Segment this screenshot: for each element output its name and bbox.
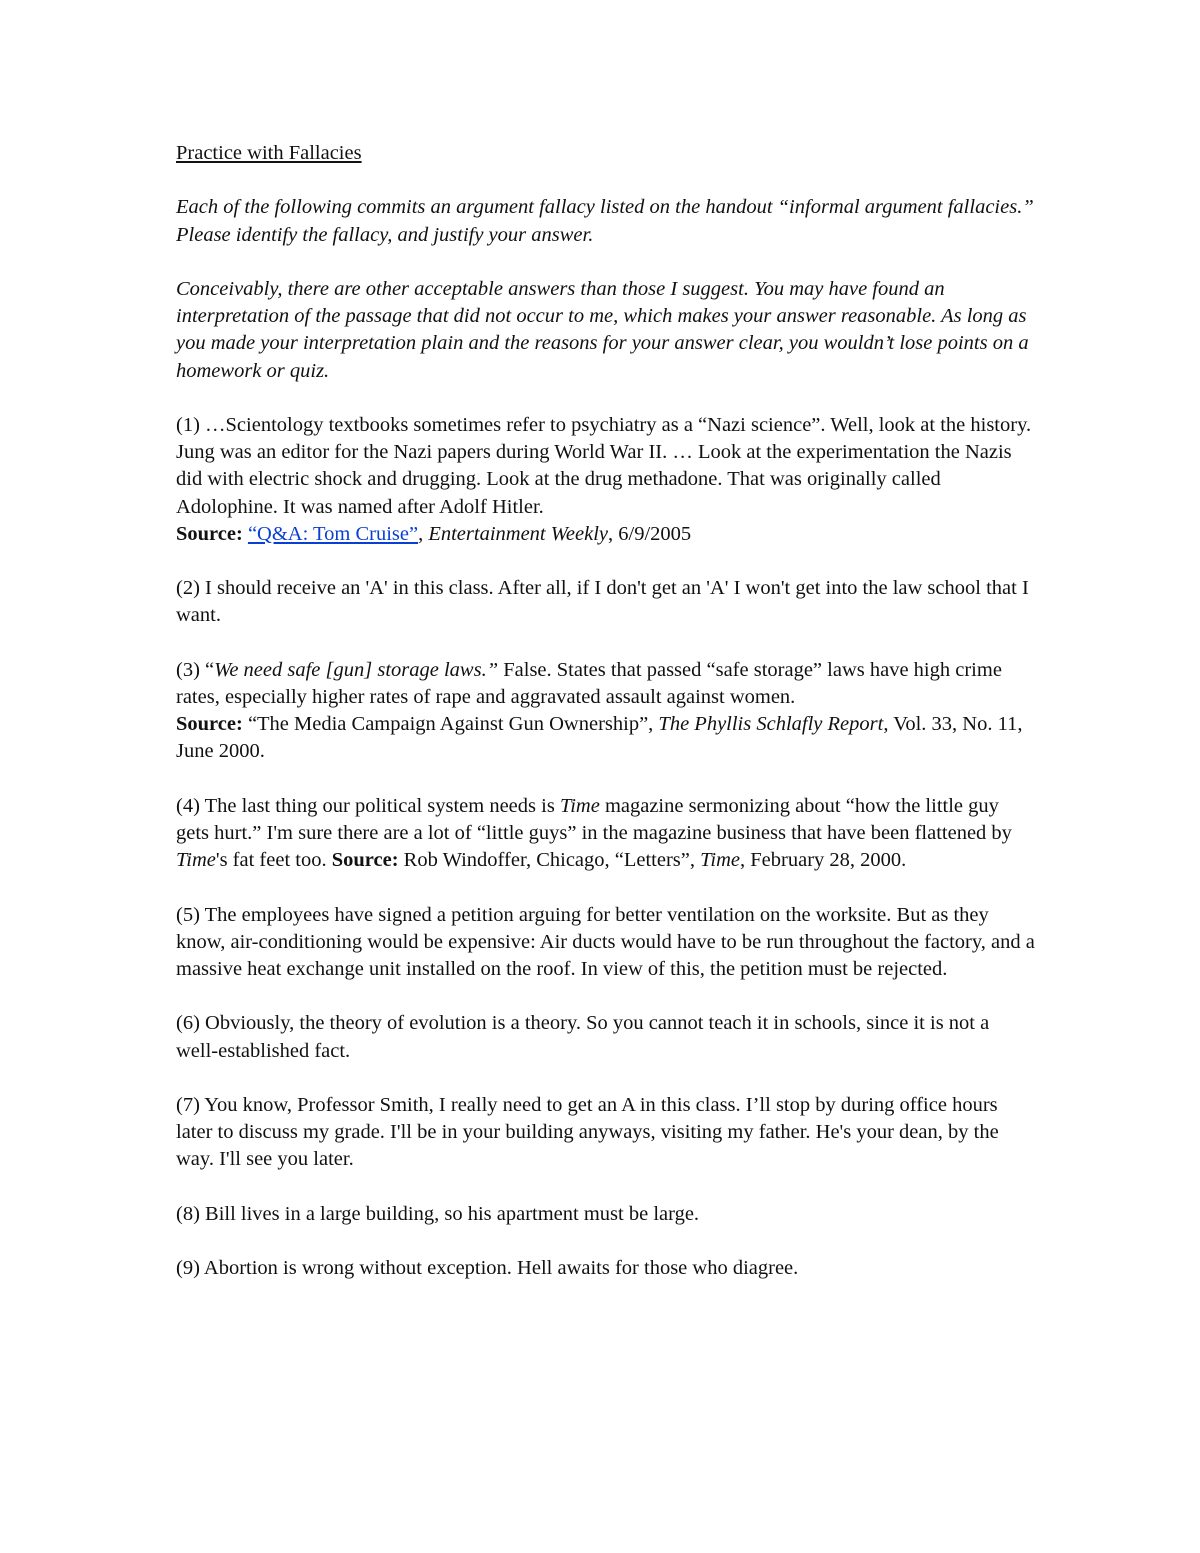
item-3-source-publication: The Phyllis Schlafly Report — [658, 713, 884, 736]
item-1-source-publication: Entertainment Weekly — [428, 522, 609, 545]
item-3-source-rest: , Vol. 33, No. 11, June 2000. — [176, 713, 1023, 763]
item-4-magazine-1: Time — [559, 794, 600, 817]
item-9: (9) Abortion is wrong without exception. Hell awaits for those who diagree. — [176, 1257, 799, 1280]
item-4-magazine-2: Time — [176, 849, 216, 872]
title-text: Practice with Fallacies — [176, 142, 362, 164]
item-4-text-2: magazine sermonizing about “how the little guy gets hurt.” I'm sure there are a lot of “little guys” in the magazine business that have been flattened by — [176, 794, 1012, 844]
item-1-source-separator: , — [418, 522, 429, 545]
item-4-text-1: (4) The last thing our political system needs is — [176, 794, 560, 817]
item-1 — [176, 412, 1036, 548]
item-7: (7) You know, Professor Smith, I really need to get an A in this class. I’ll stop by during office hours later to discuss my grade. I'll be in your building anyways, visiting my father. He's your dean, by the way. I'll see you later. — [176, 1093, 999, 1171]
item-6: (6) Obviously, the theory of evolution is a theory. So you cannot teach it in schools, since it is not a well-established fact. — [176, 1012, 990, 1062]
page-title — [176, 140, 1036, 167]
grading-note-paragraph: Conceivably, there are other acceptable answers than those I suggest. You may have found an interpretation of the passage that did not occur to me, which makes your answer reasonable. As long as you made your interpretation plain and the reasons for your answer clear, you wouldn’t lose points on a homework or quiz. — [176, 277, 1029, 382]
item-4-source-text: Rob Windoffer, Chicago, “Letters”, — [398, 849, 701, 872]
item-1-source-label: Source: — [176, 522, 243, 545]
item-2: (2) I should receive an 'A' in this class. After all, if I don't get an 'A' I won't get into the law school that I want. — [176, 577, 1029, 627]
item-1-source-date: , 6/9/2005 — [608, 522, 692, 545]
item-3-quote-close: ” — [486, 658, 499, 681]
item-3-prefix: (3) “ — [176, 658, 215, 681]
item-3-source-title: “The Media Campaign Against Gun Ownership”, — [242, 713, 659, 736]
item-3-source-label: Source: — [176, 713, 243, 736]
item-4-magazine-3: Time — [700, 849, 741, 872]
item-4-source-date: , February 28, 2000. — [740, 849, 907, 872]
item-3-text: False. States that passed “safe storage” laws have high crime rates, especially higher rates of rape and aggravated assault against women. — [176, 658, 1002, 708]
item-4 — [176, 793, 1036, 875]
item-1-text: (1) …Scientology textbooks sometimes refer to psychiatry as a “Nazi science”. Well, look at the history. Jung was an editor for the Nazi papers during World War II. … Look at the experimentation the Nazis did with electric shock and drugging. Look at the drug methadone. That was originally called Adolophine. It was named after Adolf Hitler. — [176, 413, 1032, 518]
item-4-text-3: 's fat feet too. — [215, 849, 332, 872]
item-3 — [176, 657, 1036, 766]
item-1-source-link[interactable]: “Q&A: Tom Cruise” — [247, 522, 419, 545]
item-4-source-label: Source: — [331, 849, 399, 872]
document-page — [176, 140, 1036, 1310]
item-5: (5) The employees have signed a petition arguing for better ventilation on the worksite. But as they know, air-conditioning would be expensive: Air ducts would have to be run throughout the factory, and a massive heat exchange unit installed on the roof. In view of this, the petition must be rejected. — [176, 903, 1035, 980]
item-3-quote: We need safe [gun] storage laws. — [214, 658, 487, 681]
instructions-paragraph: Each of the following commits an argument fallacy listed on the handout “informal argument fallacies.” Please identify the fallacy, and justify your answer. — [176, 196, 1034, 246]
item-8: (8) Bill lives in a large building, so his apartment must be large. — [176, 1202, 700, 1225]
